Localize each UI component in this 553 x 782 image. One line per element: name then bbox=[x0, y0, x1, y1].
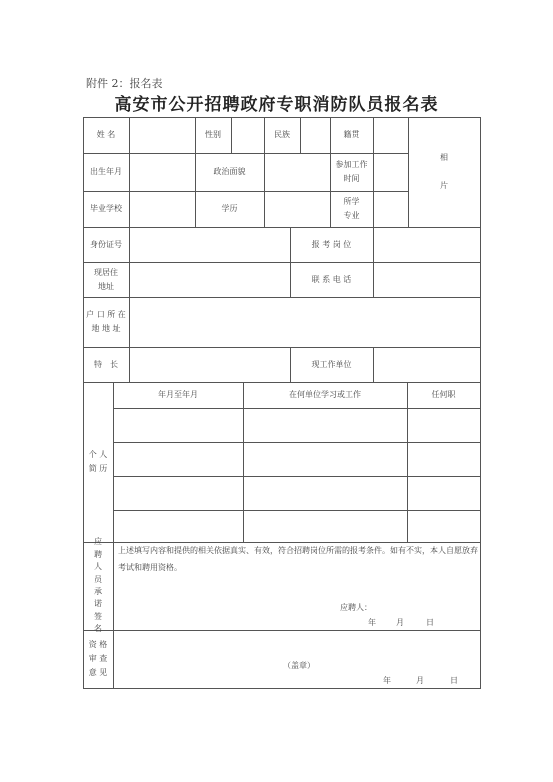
signature-field[interactable] bbox=[378, 598, 468, 612]
major-label-2: 专业 bbox=[343, 211, 360, 220]
work-start-field[interactable] bbox=[373, 153, 408, 191]
review-day: 日 bbox=[450, 676, 458, 685]
commitment-month: 月 bbox=[396, 618, 404, 627]
id-number-label: 身份证号 bbox=[90, 239, 122, 249]
name-field[interactable] bbox=[129, 117, 195, 153]
resume-label bbox=[83, 382, 113, 542]
commitment-label-char: 应 bbox=[94, 537, 102, 547]
review-label bbox=[83, 630, 113, 688]
resume-label-2: 简 历 bbox=[88, 464, 108, 473]
resume-row[interactable] bbox=[113, 476, 480, 510]
origin-field[interactable] bbox=[373, 117, 408, 153]
name-label: 姓 名 bbox=[96, 130, 116, 140]
review-year: 年 bbox=[383, 676, 391, 685]
commitment-year: 年 bbox=[368, 618, 376, 627]
resume-col-unit: 在何单位学习或工作 bbox=[289, 390, 361, 400]
photo-label-2: 片 bbox=[440, 181, 448, 190]
specialty-field[interactable] bbox=[129, 347, 290, 382]
current-unit-label: 现工作单位 bbox=[311, 359, 352, 369]
major-field[interactable] bbox=[373, 191, 408, 227]
commitment-label-char: 员 bbox=[94, 574, 102, 584]
ethnicity-field[interactable] bbox=[300, 117, 330, 153]
table-rule bbox=[83, 688, 480, 689]
commitment-label-char: 聘 bbox=[94, 549, 102, 559]
birth-label: 出生年月 bbox=[90, 167, 122, 177]
review-label-1: 资 格 bbox=[88, 640, 108, 649]
school-label: 毕业学校 bbox=[90, 204, 122, 214]
gender-label: 性别 bbox=[205, 130, 221, 140]
commitment-label-char: 签 bbox=[94, 611, 102, 621]
work-start-label-2: 时间 bbox=[343, 174, 360, 183]
review-label-3: 意 见 bbox=[88, 668, 108, 677]
resume-row[interactable] bbox=[113, 408, 480, 442]
resume-col-period: 年月至年月 bbox=[158, 390, 198, 400]
address-label bbox=[83, 262, 129, 297]
hukou-label bbox=[83, 297, 129, 347]
phone-field[interactable] bbox=[373, 262, 480, 297]
gender-field[interactable] bbox=[231, 117, 264, 153]
review-month: 月 bbox=[416, 676, 424, 685]
id-number-field[interactable] bbox=[129, 227, 290, 262]
ethnicity-label: 民族 bbox=[274, 130, 290, 140]
resume-row[interactable] bbox=[113, 442, 480, 476]
commitment-label-char: 名 bbox=[94, 624, 102, 634]
hukou-label-1: 户 口 所 在 bbox=[86, 310, 126, 320]
address-label-2: 地址 bbox=[98, 281, 114, 291]
address-label-1: 现居住 bbox=[94, 267, 118, 277]
work-start-label-1: 参加工作 bbox=[335, 160, 368, 170]
major-label-1: 所学 bbox=[343, 197, 360, 207]
annex-label: 附件 2：报名表 bbox=[86, 77, 163, 90]
photo-box[interactable] bbox=[408, 117, 480, 227]
work-start-label bbox=[330, 153, 373, 191]
political-label: 政治面貌 bbox=[213, 167, 246, 177]
school-field[interactable] bbox=[129, 191, 195, 227]
birth-field[interactable] bbox=[129, 153, 195, 191]
post-field[interactable] bbox=[373, 227, 480, 262]
post-label: 报 考 岗 位 bbox=[311, 239, 352, 249]
commitment-label-char: 人 bbox=[94, 562, 102, 572]
address-field[interactable] bbox=[129, 262, 290, 297]
origin-label: 籍贯 bbox=[343, 130, 360, 140]
political-field[interactable] bbox=[264, 153, 330, 191]
commitment-text: 上述填写内容和提供的相关依据真实、有效，符合招聘岗位所需的报考条件。如有不实，本人自愿放弃考试和聘用资格。 bbox=[118, 546, 478, 572]
form-title: 高安市公开招聘政府专职消防队员报名表 bbox=[114, 95, 439, 115]
table-rule bbox=[480, 117, 481, 689]
commitment-label-char: 承 bbox=[94, 587, 102, 596]
photo-label-1: 相 bbox=[440, 153, 448, 163]
education-label: 学历 bbox=[221, 204, 238, 214]
major-label bbox=[330, 191, 373, 227]
current-unit-field[interactable] bbox=[373, 347, 480, 382]
signer-label: 应聘人： bbox=[340, 603, 372, 612]
education-field[interactable] bbox=[264, 191, 330, 227]
commitment-day: 日 bbox=[426, 618, 434, 627]
hukou-label-2: 地 地 址 bbox=[91, 324, 121, 333]
commitment-label bbox=[83, 537, 113, 634]
seal-label: （盖章） bbox=[283, 661, 315, 670]
resume-row[interactable] bbox=[113, 510, 480, 542]
phone-label: 联 系 电 话 bbox=[311, 274, 352, 284]
review-field[interactable] bbox=[113, 630, 480, 688]
specialty-label: 特 长 bbox=[94, 359, 118, 369]
review-label-2: 审 查 bbox=[88, 654, 108, 663]
hukou-field[interactable] bbox=[129, 297, 480, 347]
resume-label-1: 个 人 bbox=[88, 450, 108, 460]
resume-col-position: 任何职 bbox=[431, 390, 456, 400]
commitment-label-char: 诺 bbox=[94, 599, 102, 609]
